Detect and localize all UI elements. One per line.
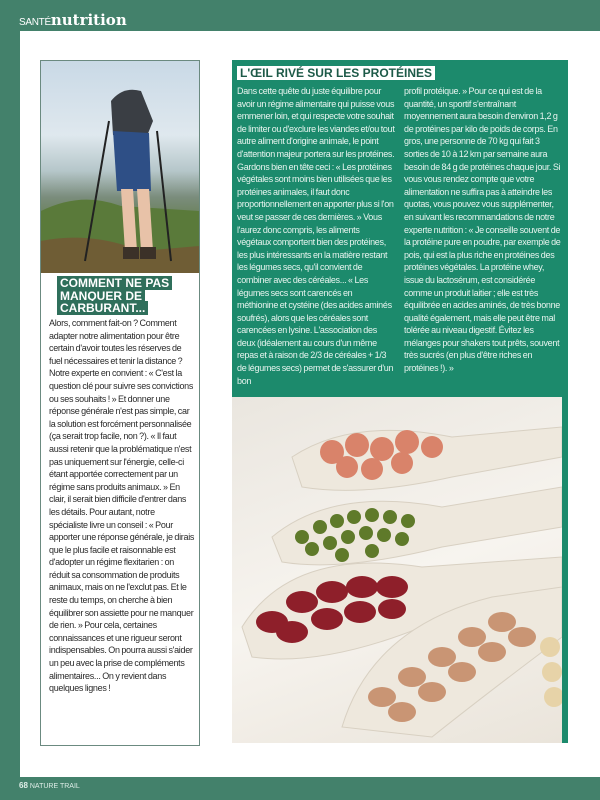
subsection-label: nutrition bbox=[50, 11, 127, 29]
sidebar-box bbox=[40, 60, 200, 746]
main-column-1: Dans cette quête du juste équilibre pour avoir un régime alimentaire qui puisse vous emmener loin, et qui respecte votre souhait de limiter ou d'exclure les viandes et/ou tout autre aliment d'origine animale, le point d'attention majeur portera sur les protéines. Gardons bien en tête ceci : « Les protéines végétales sont moins bien utilisées que les protéines animales, il faut donc proportionnellement en apporter plus si l'on veut se passer de ces dernières. » Vous l'aurez donc compris, les aliments végétaux comportent bien des protéines, les plus intéressants en la matière restant les légumes secs, qu'il convient de combiner avec des céréales... « Les légumes secs sont carencés en méthionine et cystéine (des acides aminés soufrés), alors que les céréales sont carencées en lysine. L'association des deux (idéalement au cours d'un même repas et à raison de 2/3 de céréales + 1/3 de légumes secs) permet de s'assurer d'un bon bbox=[237, 86, 395, 386]
beans-photo bbox=[232, 397, 562, 743]
section-label: SANTÉ bbox=[19, 17, 51, 28]
main-heading: L'ŒIL RIVÉ SUR LES PROTÉINES bbox=[237, 66, 435, 80]
sidebar-body: Alors, comment fait-on ? Comment adapter notre alimentation pour être certain d'avoir toutes les réserves de fuel nécessaires et tenir la distance ? Notre experte en convient : « C'est la question clé pour suivre ses convictions ou ses souhaits ! » Et donner une réponse générale n'est pas simple, car la solution est forcément personnalisée (ça serait trop facile, non ?). « Il faut aussi retenir que la problématique n'est pas uniquement sur l'énergie, celle-ci étant apportée correctement par un régime sans produits animaux. » En clair, il serait bien difficile d'entrer dans les détails. Pour autant, notre spécialiste livre un conseil : « Pour apporter une réponse générale, je dirais que le plus facile et raisonnable est d'adopter un régime flexitarien : on réduit sa consommation de produits animaux, mais on ne l'exclut pas. Et le reste du temps, on cherche à bien équilibrer son assiette pour ne manquer de rien. » Pour cela, certaines connaissances et une rigueur seront indispensables. On pourra aussi s'aider un peu avec la prise de compléments alimentaires... On y revient dans quelques lignes ! bbox=[49, 318, 195, 694]
page-footer bbox=[19, 780, 80, 793]
sidebar-heading-text: COMMENT NE PAS MANQUER DE CARBURANT... bbox=[57, 276, 172, 315]
page-number: 68 bbox=[19, 781, 28, 790]
sidebar-heading bbox=[57, 277, 187, 315]
main-column-2: profil protéique. » Pour ce qui est de la quantité, un sportif s'entraînant moyennement aura besoin d'environ 1,2 g de protéines par kilo de poids de corps. En gros, une personne de 70 kg qui fait 3 sorties de 10 à 12 km par semaine aura besoin de 84 g de protéines chaque jour. Si vous vous rendez compte que votre alimentation ne suffira pas à atteindre les quotas, vous pouvez vous supplémenter, en suivant les recommandations de notre experte nutrition : « Je conseille souvent de la protéine pure en poudre, par exemple de pois, qui est la plus riche en protéines des protéines végétales. La protéine whey, issue du lactosérum, est considérée comme un produit laitier ; elle est très équilibrée en acides aminés, de très bonne qualité également, mais elle peut être mal tolérée au niveau digestif. Évitez les mélanges pour shakers tout prêts, souvent très sucrés (en plus d'être riches en protéines !). » bbox=[404, 86, 561, 374]
section-rubric bbox=[19, 12, 127, 31]
magazine-name: NATURE TRAIL bbox=[29, 783, 80, 790]
hiker-photo bbox=[41, 61, 199, 273]
main-box bbox=[232, 60, 568, 743]
